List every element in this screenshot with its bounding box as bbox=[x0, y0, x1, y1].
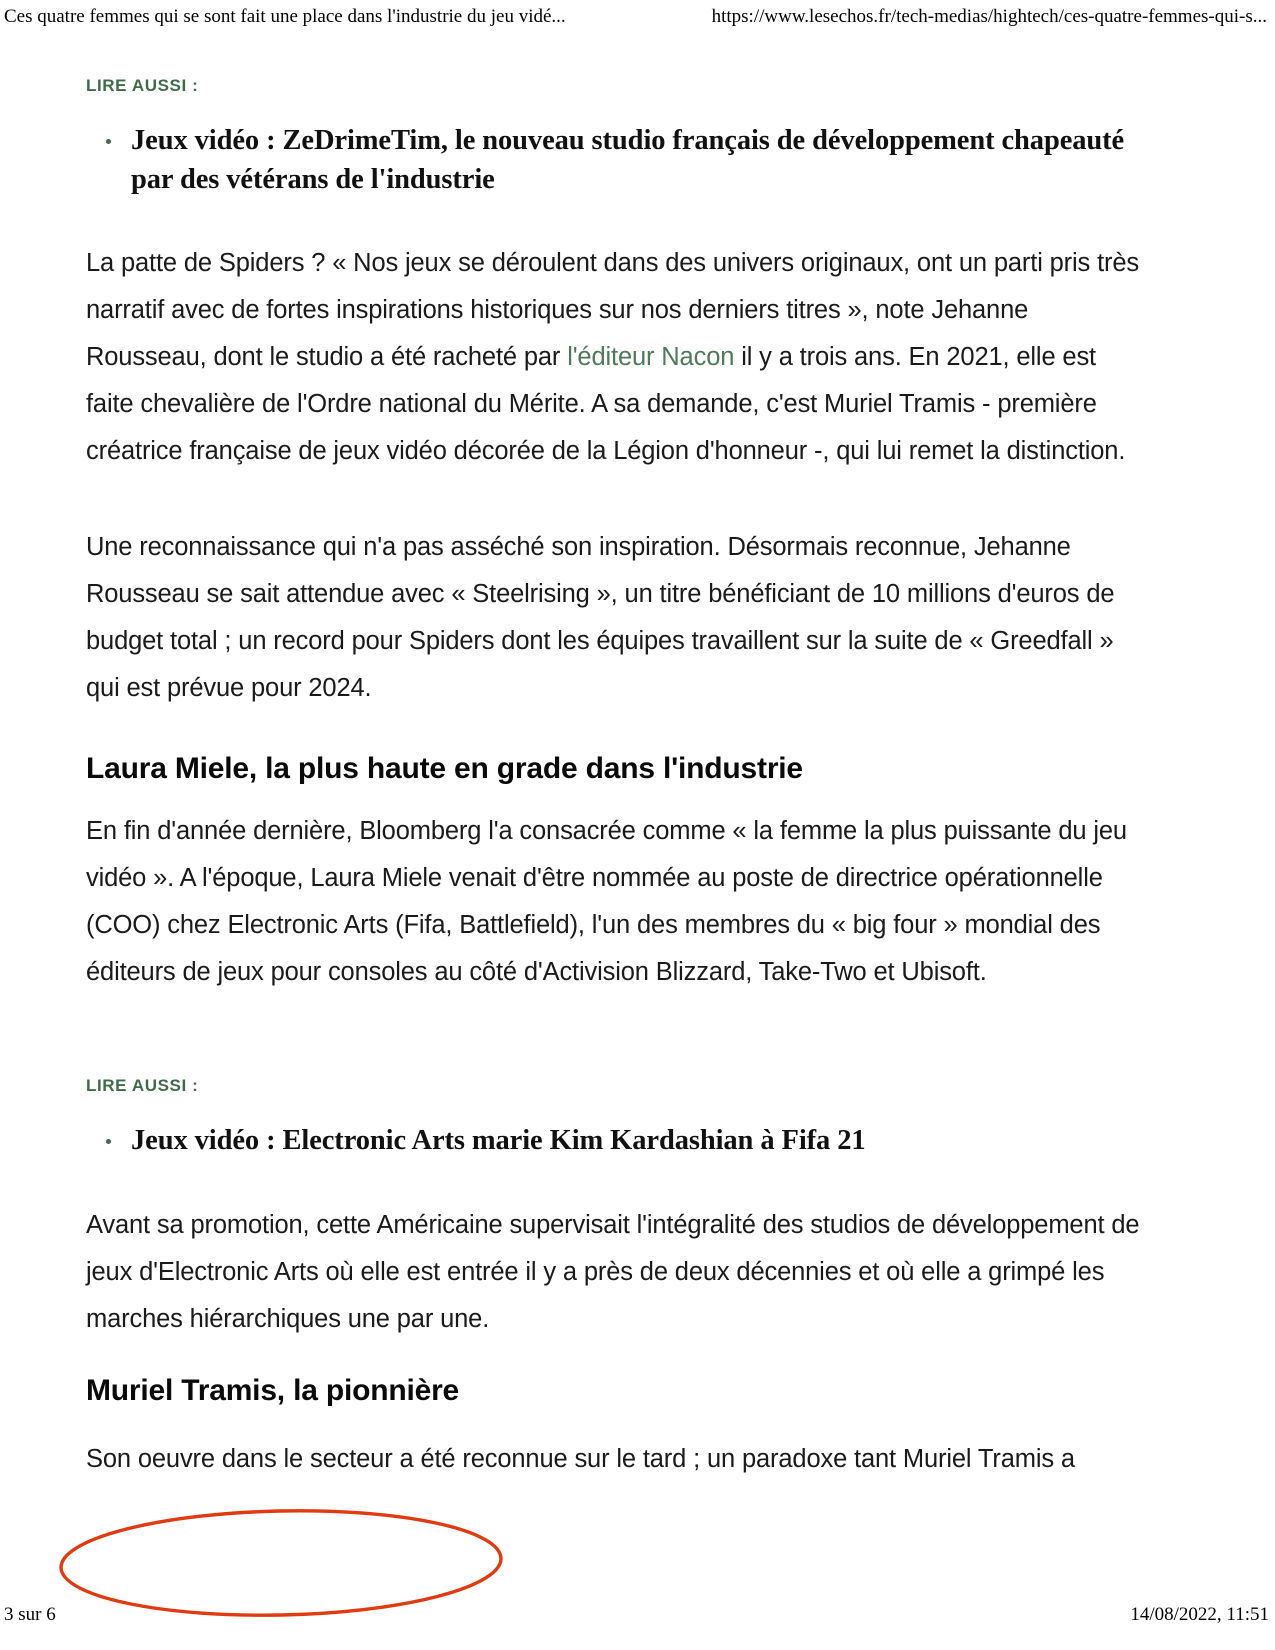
body-paragraph-4: Avant sa promotion, cette Américaine supervisait l'intégralité des studios de développement de jeux d'Electronic Arts où elle est entrée il y a près de deux décennies et où elle a grimpé les marches hiérarchiques une par une. bbox=[86, 1211, 1140, 1333]
print-timestamp: 14/08/2022, 11:51 bbox=[1130, 1604, 1269, 1625]
paragraph-1-text-after-link: il y a trois ans. En 2021, elle est faite chevalière de l'Ordre national du Mérite. A sa demande, c'est Muriel Tramis - première créatrice française de jeux vidéo décorée de la Légion d'honneur -, qui lui remet la distinction. bbox=[86, 343, 1126, 465]
body-paragraph-3: En fin d'année dernière, Bloomberg l'a consacrée comme « la femme la plus puissante du jeu vidéo ». A l'époque, Laura Miele venait d'être nommée au poste de directrice opérationnelle (COO) chez Electronic Arts (Fifa, Battlefield), l'un des membres du « big four » mondial des éditeurs de jeux pour consoles au côté d'Activision Blizzard, Take-Two et Ubisoft. bbox=[86, 817, 1127, 986]
paragraph-block-1 bbox=[86, 240, 1146, 475]
section-heading-muriel-tramis: Muriel Tramis, la pionnière bbox=[86, 1374, 460, 1407]
lire-aussi-label-2: LIRE AUSSI : bbox=[86, 1076, 199, 1095]
paragraph-block-2 bbox=[86, 524, 1146, 712]
print-footer bbox=[0, 1604, 1275, 1630]
body-paragraph-2: Une reconnaissance qui n'a pas asséché son inspiration. Désormais reconnue, Jehanne Rousseau se sait attendue avec « Steelrising », un titre bénéficiant de 10 millions d'euros de budget total ; un record pour Spiders dont les équipes travaillent sur la suite de « Greedfall » qui est prévue pour 2024. bbox=[86, 533, 1115, 702]
paragraph-block-3 bbox=[86, 808, 1146, 996]
related-articles-list-1 bbox=[86, 108, 1146, 200]
lire-aussi-block-1 bbox=[86, 76, 1146, 96]
ellipse-shape bbox=[60, 1506, 502, 1619]
related-article-link-1[interactable]: Jeux vidéo : ZeDrimeTim, le nouveau studio français de développement chapeauté par des vétérans de l'industrie bbox=[131, 125, 1125, 195]
print-header bbox=[0, 6, 1275, 32]
paragraph-block-5 bbox=[86, 1436, 1146, 1483]
list-item[interactable] bbox=[86, 122, 1146, 200]
section-heading-block-1 bbox=[86, 750, 1146, 788]
body-paragraph-1 bbox=[86, 240, 1146, 475]
editeur-nacon-link[interactable]: l'éditeur Nacon bbox=[567, 343, 735, 371]
section-heading-block-2 bbox=[86, 1372, 1146, 1410]
print-header-title: Ces quatre femmes qui se sont fait une place dans l'industrie du jeu vidé... bbox=[4, 6, 566, 27]
body-paragraph-5: Son oeuvre dans le secteur a été reconnue sur le tard ; un paradoxe tant Muriel Tramis a bbox=[86, 1445, 1075, 1473]
section-heading-laura-miele: Laura Miele, la plus haute en grade dans l'industrie bbox=[86, 752, 803, 785]
paragraph-block-4 bbox=[86, 1202, 1146, 1343]
related-articles-list-2 bbox=[86, 1108, 1146, 1161]
list-item[interactable] bbox=[86, 1122, 1146, 1161]
paragraph-1-text-before-link: La patte de Spiders ? « Nos jeux se déroulent dans des univers originaux, ont un parti pris très narratif avec de fortes inspirations historiques sur nos derniers titres », note Jehanne Rousseau, dont le studio a été racheté par bbox=[86, 249, 1139, 371]
print-header-url: https://www.lesechos.fr/tech-medias/hightech/ces-quatre-femmes-qui-s... bbox=[711, 6, 1267, 27]
page-number: 3 sur 6 bbox=[4, 1604, 56, 1625]
related-article-link-2[interactable]: Jeux vidéo : Electronic Arts marie Kim Kardashian à Fifa 21 bbox=[131, 1125, 866, 1156]
lire-aussi-block-2 bbox=[86, 1076, 1146, 1096]
lire-aussi-label-1: LIRE AUSSI : bbox=[86, 76, 199, 95]
